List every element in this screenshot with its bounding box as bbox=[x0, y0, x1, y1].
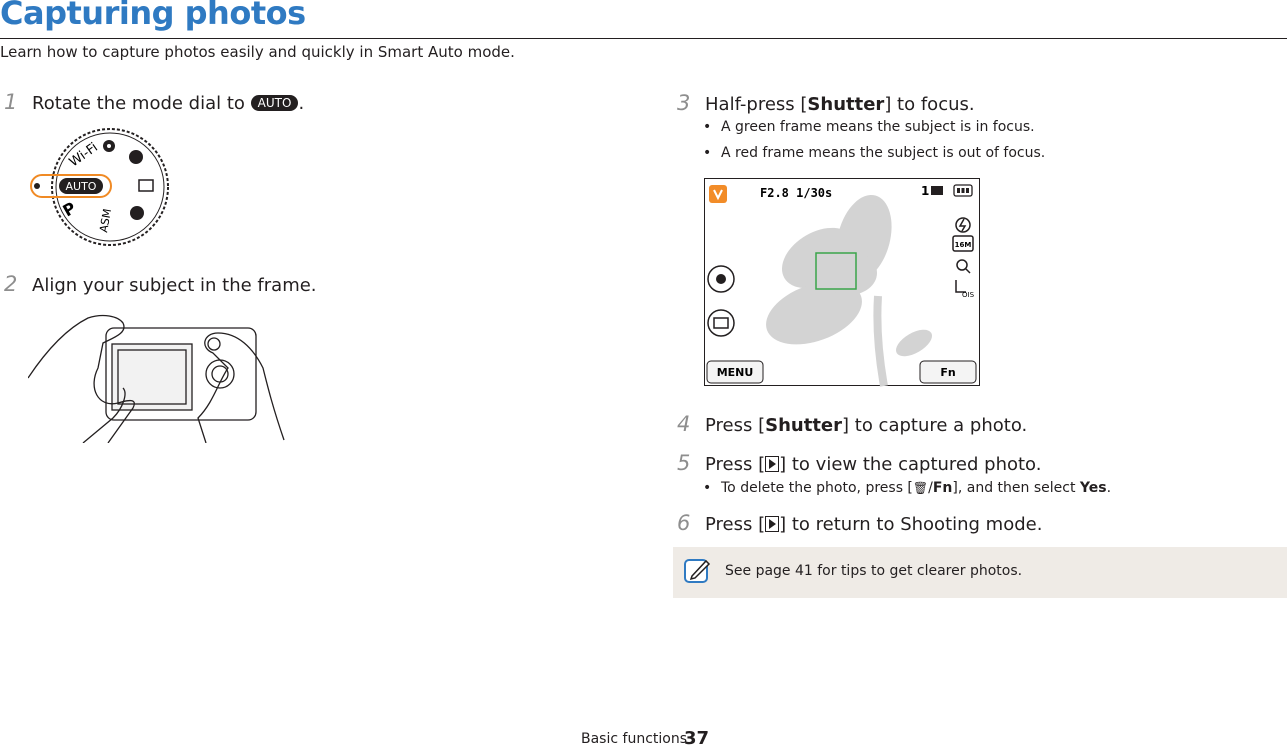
shot-count: 1 bbox=[921, 184, 930, 198]
step-2: 2 Align your subject in the frame. bbox=[4, 272, 317, 296]
step-3: 3 Half-press [Shutter] to focus. bbox=[677, 91, 975, 115]
bullet-green-frame: • A green frame means the subject is in focus. bbox=[703, 119, 1035, 135]
svg-text:Fn: Fn bbox=[940, 366, 956, 379]
step-number: 4 bbox=[677, 412, 691, 436]
smart-auto-scene-icon bbox=[709, 185, 727, 203]
step-number: 2 bbox=[4, 272, 18, 296]
settings-gear-icon bbox=[103, 140, 115, 152]
playback-button-icon bbox=[765, 456, 779, 472]
dial-indicator-dot bbox=[34, 183, 40, 189]
step-1: 1 Rotate the mode dial to AUTO . bbox=[4, 90, 305, 114]
auto-mode-icon: AUTO bbox=[251, 95, 299, 111]
trash-icon: 🗑 bbox=[912, 481, 929, 495]
page-title: Capturing photos bbox=[0, 0, 306, 32]
panorama-icon bbox=[130, 206, 144, 220]
dial-label-wifi: Wi-Fi bbox=[66, 140, 101, 171]
step-number: 3 bbox=[677, 91, 691, 115]
step-number: 1 bbox=[4, 90, 18, 114]
page-subtitle: Learn how to capture photos easily and quickly in Smart Auto mode. bbox=[0, 43, 515, 61]
menu-button[interactable] bbox=[707, 361, 763, 383]
camera-hands-illustration bbox=[28, 308, 290, 443]
svg-text:MENU: MENU bbox=[716, 366, 754, 379]
note-pencil-icon bbox=[683, 556, 713, 586]
step-number: 6 bbox=[677, 511, 691, 535]
step-4: 4 Press [Shutter] to capture a photo. bbox=[677, 412, 1028, 436]
step-5: 5 Press [ ] to view the captured photo. bbox=[677, 451, 1042, 475]
dial-auto-label: AUTO bbox=[65, 180, 97, 193]
bullet-delete-photo: • To delete the photo, press [🗑/Fn], and then select Yes. bbox=[703, 480, 1112, 496]
exposure-readout: F2.8 1/30s bbox=[760, 186, 833, 200]
camera-lcd-illustration bbox=[704, 178, 981, 387]
fn-button[interactable] bbox=[920, 361, 976, 383]
step-number: 5 bbox=[677, 451, 691, 475]
svg-text:16M: 16M bbox=[954, 241, 972, 249]
footer-section: Basic functions bbox=[581, 731, 687, 747]
dial-label-p: P bbox=[59, 198, 80, 221]
title-divider bbox=[0, 38, 1287, 39]
bullet-red-frame: • A red frame means the subject is out of focus. bbox=[703, 145, 1046, 161]
page-number: 37 bbox=[684, 728, 710, 749]
smart-filter-icon bbox=[129, 150, 143, 164]
mode-dial-illustration bbox=[25, 125, 175, 250]
note-box bbox=[673, 547, 1287, 598]
svg-text:OIS: OIS bbox=[962, 291, 975, 299]
note-text: See page 41 for tips to get clearer photos. bbox=[725, 563, 1023, 579]
dial-label-asm: ASM bbox=[97, 207, 115, 234]
step-6: 6 Press [ ] to return to Shooting mode. bbox=[677, 511, 1043, 535]
memory-card-icon bbox=[931, 186, 943, 195]
playback-button-icon bbox=[765, 516, 779, 532]
